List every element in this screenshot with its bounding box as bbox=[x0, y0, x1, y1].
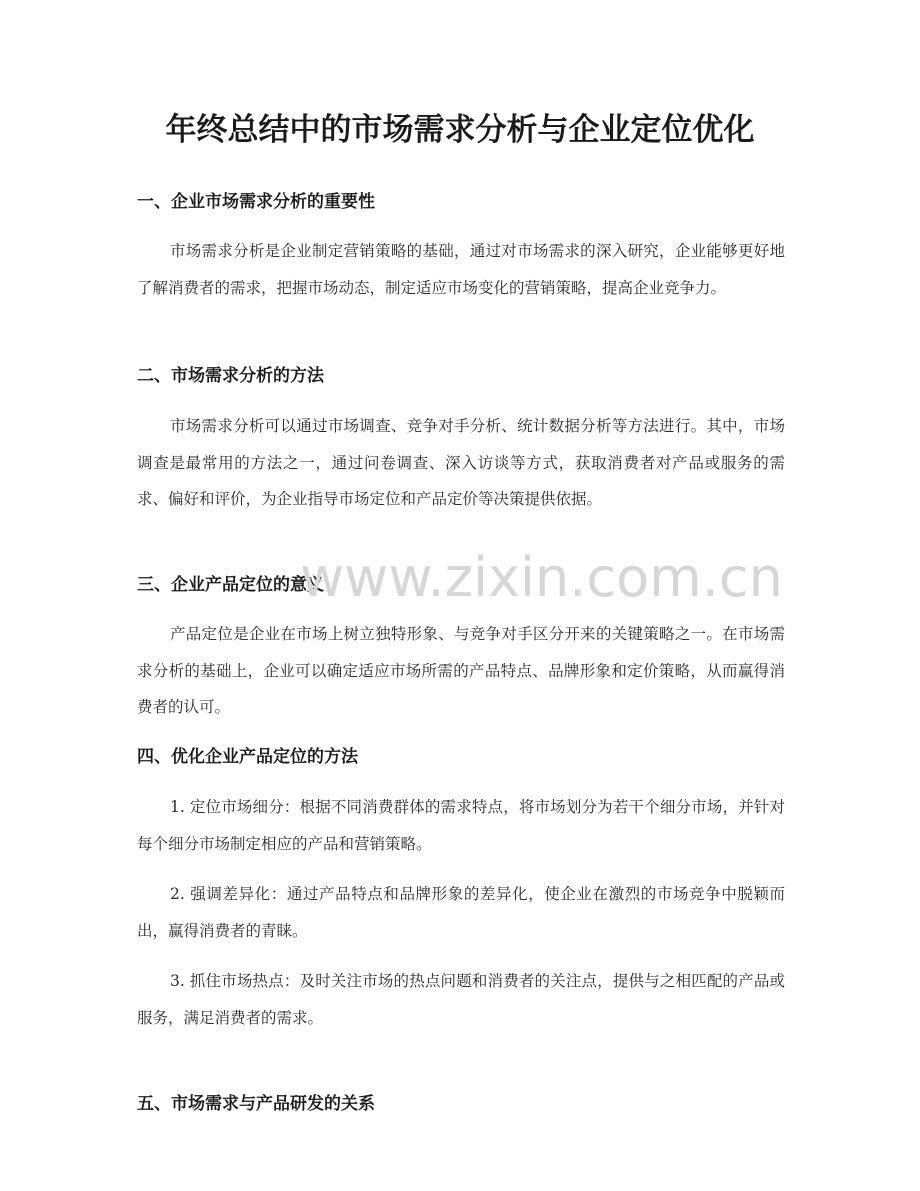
section-heading-4: 四、优化企业产品定位的方法 bbox=[137, 747, 358, 767]
watermark-text: www.zixin.com.cn bbox=[300, 546, 783, 609]
section-heading-2: 二、市场需求分析的方法 bbox=[137, 366, 324, 386]
section-4-item-2: 2. 强调差异化：通过产品特点和品牌形象的差异化，使企业在激烈的市场竞争中脱颖而出，赢得消费者的青睐。 bbox=[137, 885, 785, 940]
section-4-item-3: 3. 抓住市场热点：及时关注市场的热点问题和消费者的关注点，提供与之相匹配的产品或服务，满足消费者的需求。 bbox=[137, 972, 785, 1027]
section-heading-5: 五、市场需求与产品研发的关系 bbox=[137, 1094, 375, 1114]
section-heading-1: 一、企业市场需求分析的重要性 bbox=[137, 192, 375, 212]
section-2-paragraph: 市场需求分析可以通过市场调查、竞争对手分析、统计数据分析等方法进行。其中，市场调查是最常用的方法之一，通过问卷调查、深入访谈等方式，获取消费者对产品或服务的需求、偏好和评价，为企业指导市场定位和产品定价等决策提供依据。 bbox=[137, 417, 785, 508]
section-4-item-1: 1. 定位市场细分：根据不同消费群体的需求特点，将市场划分为若干个细分市场，并针对每个细分市场制定相应的产品和营销策略。 bbox=[137, 798, 785, 853]
section-heading-3: 三、企业产品定位的意义 bbox=[137, 575, 324, 595]
section-1-paragraph: 市场需求分析是企业制定营销策略的基础，通过对市场需求的深入研究，企业能够更好地了解消费者的需求，把握市场动态，制定适应市场变化的营销策略，提高企业竞争力。 bbox=[137, 242, 785, 297]
document-title: 年终总结中的市场需求分析与企业定位优化 bbox=[165, 112, 755, 148]
section-3-paragraph: 产品定位是企业在市场上树立独特形象、与竞争对手区分开来的关键策略之一。在市场需求分析的基础上，企业可以确定适应市场所需的产品特点、品牌形象和定价策略，从而赢得消费者的认可。 bbox=[137, 625, 785, 716]
